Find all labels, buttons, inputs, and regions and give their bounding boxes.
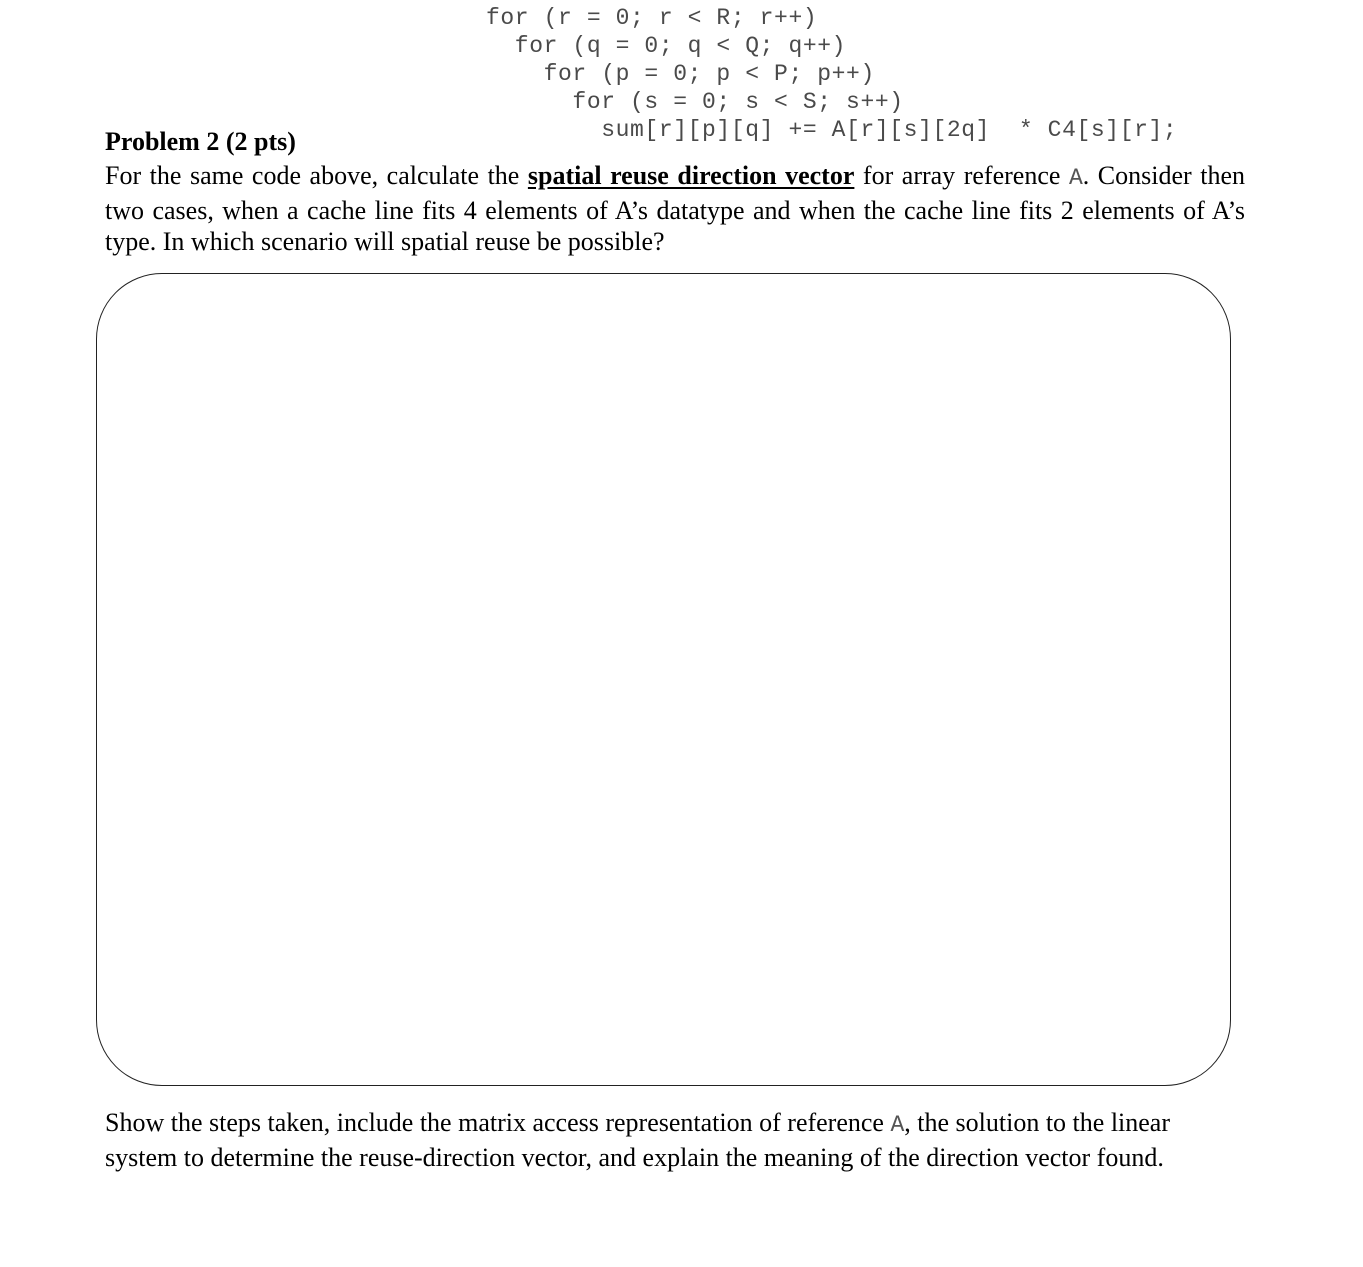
intro-text-start: For the same code above, calculate the [105,161,528,190]
code-listing [486,4,1177,144]
array-ref-a: A [1068,165,1083,191]
code-line-2: for (q = 0; q < Q; q++) [486,33,847,59]
instructions [105,1107,1245,1173]
code-line-4: for (s = 0; s < S; s++) [486,89,904,115]
intro-text-mid: for array reference [854,161,1069,190]
code-line-5: sum[r][p][q] += A[r][s][2q] * C4[s][r]; [486,117,1178,143]
answer-box[interactable] [96,273,1231,1086]
instructions-start: Show the steps taken, include the matrix access representation of reference [105,1108,891,1137]
problem-description [105,160,1245,258]
keyword-spatial-reuse: spatial reuse direction vector [527,161,855,190]
instructions-end: , the solution to the linear system to determine the reuse-direction vector, and explain the meaning of the direction vector found. [105,1108,1171,1172]
problem-title: Problem 2 (2 pts) [105,127,296,156]
code-line-3: for (p = 0; p < P; p++) [486,61,875,87]
intro-text-end: . Consider then two cases, when a cache line fits 4 elements of A’s datatype and when the cache line fits 2 elements of A’s type. In which scenario will spatial reuse be possible? [105,161,1245,256]
code-line-1: for (r = 0; r < R; r++) [486,5,818,31]
array-ref-a-2: A [890,1112,905,1138]
